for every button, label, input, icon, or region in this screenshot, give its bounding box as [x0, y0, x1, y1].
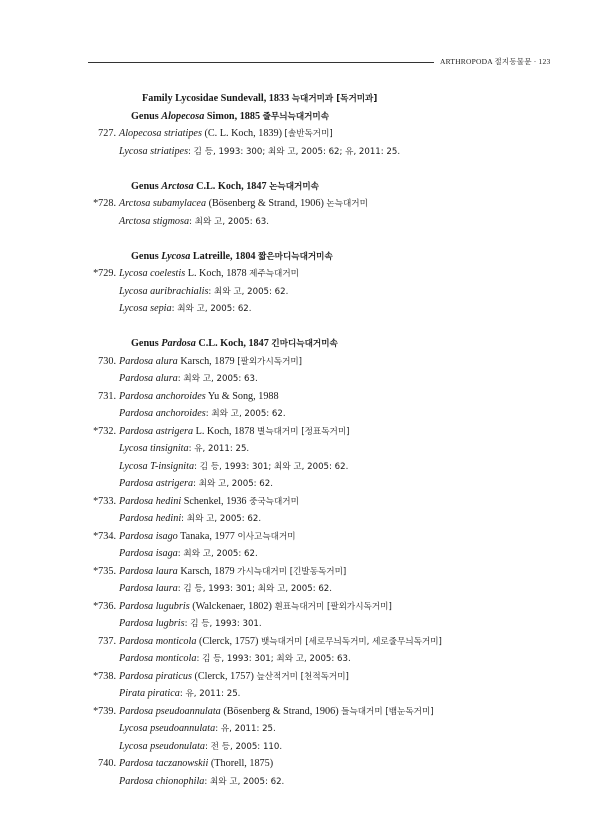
species-entry: *738. Pardosa piraticus (Clerck, 1757) 늪산적거미 [천적독거미] — [93, 670, 349, 682]
running-head: ARTHROPODA 절지동물문 · 123 — [440, 57, 551, 66]
synonym-line: Lycosa tinsignita: 유, 2011: 25. — [119, 443, 250, 454]
synonym-line: Arctosa stigmosa: 최와 고, 2005: 63. — [119, 215, 269, 227]
genus-heading: Genus Arctosa C.L. Koch, 1847 논늑대거미속 — [131, 180, 319, 192]
synonym-line: Lycosa pseudonulata: 전 등, 2005: 110. — [119, 740, 283, 752]
species-list — [84, 90, 554, 790]
synonym-line: Pirata piratica: 유, 2011: 25. — [119, 688, 241, 699]
synonym-line: Pardosa lugbris: 김 등, 1993: 301. — [119, 618, 262, 629]
synonym-line: Pardosa monticola: 김 등, 1993: 301; 최와 고, 2005: 63. — [119, 653, 351, 664]
species-entry: *729. Lycosa coelestis L. Koch, 1878 제주늑대거미 — [93, 268, 299, 279]
synonym-line: Lycosa auribrachialis: 최와 고, 2005: 62. — [119, 285, 289, 297]
species-entry: 740. Pardosa taczanowskii (Thorell, 1875) — [98, 758, 274, 769]
species-entry: *732. Pardosa astrigera L. Koch, 1878 별늑대거미 [정표독거미] — [93, 425, 350, 437]
synonym-line: Pardosa isaga: 최와 고, 2005: 62. — [119, 548, 258, 559]
species-entry: *736. Pardosa lugubris (Walckenaer, 1802) 흰표늑대거미 [팔외가시독거미] — [93, 600, 392, 612]
genus-heading: Genus Pardosa C.L. Koch, 1847 긴마디늑대거미속 — [131, 338, 338, 349]
synonym-line: Pardosa hedini: 최와 고, 2005: 62. — [119, 513, 262, 524]
species-entry: 730. Pardosa alura Karsch, 1879 [팔외가시독거미] — [98, 355, 303, 367]
synonym-line: Pardosa astrigera: 최와 고, 2005: 62. — [119, 478, 273, 489]
synonym-line: Pardosa chionophila: 최와 고, 2005: 62. — [119, 775, 285, 787]
header-rule — [88, 62, 434, 63]
species-entry: 731. Pardosa anchoroides Yu & Song, 1988 — [98, 390, 279, 402]
genus-heading: Genus Lycosa Latreille, 1804 짧은마디늑대거미속 — [131, 250, 333, 262]
species-entry: *733. Pardosa hedini Schenkel, 1936 중국늑대거미 — [93, 495, 299, 507]
species-entry: *728. Arctosa subamylacea (Bösenberg & Strand, 1906) 논늑대거미 — [93, 198, 368, 209]
family-heading: Family Lycosidae Sundevall, 1833 늑대거미과 [독거미과] — [142, 93, 378, 104]
synonym-line: Lycosa striatipes: 김 등, 1993: 300; 최와 고, 2005: 62; 유, 2011: 25. — [119, 145, 401, 157]
species-entry: *735. Pardosa laura Karsch, 1879 가시늑대거미 [긴발동독거미] — [93, 565, 347, 577]
synonym-line: Lycosa pseudoannulata: 유, 2011: 25. — [119, 723, 276, 734]
species-entry: *739. Pardosa pseudoannulata (Bösenberg & Strand, 1906) 들늑대거미 [뱀눈독거미] — [93, 705, 434, 717]
species-entry: 737. Pardosa monticola (Clerck, 1757) 뱃늑대거미 [세로무늬독거미, 세로줄무늬독거미] — [98, 635, 442, 647]
synonym-line: Pardosa anchoroides: 최와 고, 2005: 62. — [119, 408, 286, 419]
synonym-line: Pardosa alura: 최와 고, 2005: 63. — [119, 373, 258, 384]
synonym-line: Pardosa laura: 김 등, 1993: 301; 최와 고, 2005: 62. — [119, 583, 332, 594]
synonym-line: Lycosa T-insignita: 김 등, 1993: 301; 최와 고, 2005: 62. — [119, 460, 349, 472]
species-entry: 727. Alopecosa striatipes (C. L. Koch, 1839) [솔반독거미] — [98, 128, 333, 139]
synonym-line: Lycosa sepia: 최와 고, 2005: 62. — [119, 303, 252, 314]
genus-heading: Genus Alopecosa Simon, 1885 줄무늬늑대거미속 — [131, 110, 330, 122]
species-entry: *734. Pardosa isago Tanaka, 1977 이사고늑대거미 — [93, 530, 296, 542]
